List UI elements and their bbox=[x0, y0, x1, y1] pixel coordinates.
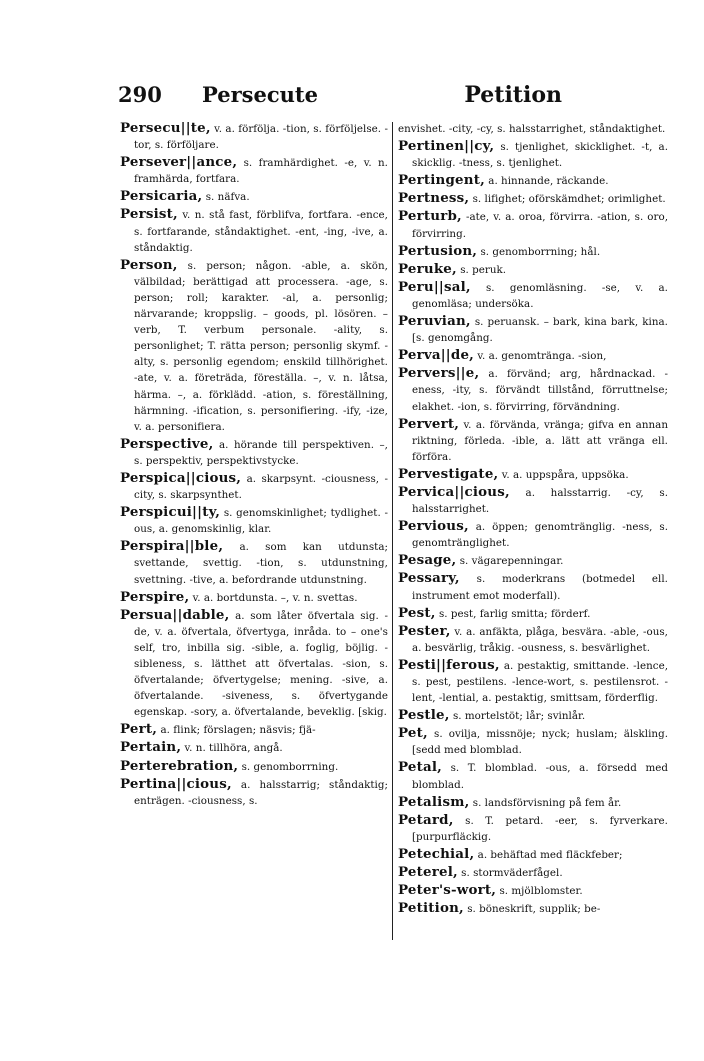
headword: Pervers||e, bbox=[398, 365, 480, 382]
headword: Persua||dable, bbox=[120, 606, 230, 623]
definition: s. ovilja, missnöje; nyck; huslam; älskling. [sedd med blomblad. bbox=[412, 728, 668, 757]
definition: a. skarpsynt. -ciousness, -city, s. skarpsynthet. bbox=[134, 472, 388, 502]
headword: Perspica||cious, bbox=[120, 469, 242, 486]
dictionary-entry bbox=[120, 436, 388, 469]
definition: s. person; någon. -able, a. skön, välbildad; berättigad att processera. -age, s. person; roll; karakter. -al, a. personlig; närvarande; kroppslig. – goods, pl. lösören. – verb, T. verbum personale. -ality, s. personlighet; T. rätta person; personlig skymf. -alty, s. personlig egendom; enskild tillhörighet. -ate, v. a. företräda, föreställa. –, v. n. låtsa, härma. –, a. förklädd. -ation, s. föreställning, härmning. -ification, s. personifiering. -ify, -ize, v. a. personifiera. bbox=[134, 259, 388, 433]
headword: Pervert, bbox=[398, 415, 460, 432]
dictionary-entry bbox=[398, 707, 668, 724]
definition: v. a. genomtränga. -sion, bbox=[477, 350, 607, 363]
dictionary-entry bbox=[120, 257, 388, 435]
headword: Perspire, bbox=[120, 588, 190, 605]
dictionary-entry bbox=[120, 206, 388, 255]
headword: Pertina||cious, bbox=[120, 775, 232, 792]
dictionary-entry bbox=[398, 313, 668, 346]
definition: v. a. uppspåra, uppsöka. bbox=[501, 468, 629, 481]
dictionary-entry bbox=[120, 120, 388, 153]
headword: Pest, bbox=[398, 604, 436, 621]
headword: Perspira||ble, bbox=[120, 538, 224, 555]
definition: -ate, v. a. oroa, förvirra. -ation, s. oro, förvirring. bbox=[412, 211, 668, 240]
dictionary-entry bbox=[398, 657, 668, 706]
dictionary-entry bbox=[398, 812, 668, 845]
column-divider bbox=[392, 122, 393, 940]
headword: Perspicui||ty, bbox=[120, 504, 221, 521]
headword: Persicaria, bbox=[120, 188, 203, 205]
page-number: 290 bbox=[118, 82, 162, 107]
dictionary-entry bbox=[398, 120, 668, 137]
definition: a. halsstarrig. -cy, s. halsstarrighet. bbox=[412, 486, 669, 516]
headword: Pervious, bbox=[398, 518, 469, 535]
dictionary-entry bbox=[398, 347, 668, 364]
definition: s. mjölblomster. bbox=[499, 885, 583, 898]
definition: a. som låter öfvertala sig. -de, v. a. öfvertala, öfvertyga, inråda. to – one's self, tro, inbilla sig. -sible, a. foglig, böjlig. -sibleness, s. lätthet att öfvertalas. -sion, s. öfvertalande; öfvertygelse; mening. -sive, a. öfvertalande. -siveness, s. öfvertygande egenskap. -sory, a. öfvertalande, beveklig. [skig. bbox=[134, 609, 388, 719]
definition: s. moderkrans (botmedel ell. instrument emot moderfall). bbox=[412, 573, 668, 602]
headword: Pesti||ferous, bbox=[398, 656, 500, 673]
headword: Pesage, bbox=[398, 552, 457, 569]
definition: a. pestaktig, smittande. -lence, s. pest, pestilens. -lence-wort, s. pestilensrot. -lent, -lential, a. pestaktig, smittsam, förderflig. bbox=[412, 659, 668, 705]
guide-word-left: Persecute bbox=[202, 82, 318, 107]
dictionary-entry bbox=[398, 552, 668, 569]
dictionary-entry bbox=[398, 846, 668, 863]
guide-word-right: Petition bbox=[464, 82, 562, 108]
headword: Perva||de, bbox=[398, 347, 475, 364]
dictionary-entry bbox=[120, 721, 388, 738]
headword: Petalism, bbox=[398, 793, 470, 810]
dictionary-entry bbox=[398, 570, 668, 603]
definition: s. framhärdighet. -e, v. n. framhärda, fortfara. bbox=[134, 157, 388, 186]
definition: a. förvänd; arg, hårdnackad. -eness, -ity, s. förvändt tillstånd, förruttnelse; elakhet. -ion, s. förvirring, förvändning. bbox=[412, 368, 668, 413]
dictionary-entry bbox=[398, 882, 668, 899]
dictionary-entry bbox=[398, 208, 668, 241]
dictionary-entry bbox=[398, 279, 668, 312]
headword: Petard, bbox=[398, 811, 454, 828]
running-header bbox=[118, 82, 562, 112]
dictionary-entry bbox=[398, 864, 668, 881]
headword: Pertusion, bbox=[398, 242, 478, 259]
definition: v. a. bortdunsta. –, v. n. svettas. bbox=[192, 591, 358, 604]
headword: Persist, bbox=[120, 206, 178, 223]
definition: s. pest, farlig smitta; förderf. bbox=[438, 607, 591, 620]
dictionary-entry bbox=[398, 190, 668, 207]
headword: Pertness, bbox=[398, 190, 470, 207]
headword: Perturb, bbox=[398, 208, 462, 225]
headword: Peruvian, bbox=[398, 313, 471, 330]
definition: s. vägarepenningar. bbox=[459, 555, 564, 568]
dictionary-entry bbox=[120, 538, 388, 587]
definition: v. n. tillhöra, angå. bbox=[184, 742, 283, 755]
definition: s. genomläsning. -se, v. a. genomläsa; undersöka. bbox=[412, 281, 668, 310]
headword: Perterebration, bbox=[120, 757, 239, 774]
definition: s. genomskinlighet; tydlighet. -ous, a. genomskinlig, klar. bbox=[134, 507, 388, 536]
dictionary-entry bbox=[120, 504, 388, 537]
definition: v. a. förfölja. -tion, s. förföljelse. -tor, s. förföljare. bbox=[134, 123, 388, 152]
dictionary-entry bbox=[120, 188, 388, 205]
headword: Persever||ance, bbox=[120, 154, 238, 171]
headword: Peterel, bbox=[398, 864, 458, 881]
headword: Pervestigate, bbox=[398, 465, 499, 482]
definition: s. landsförvisning på fem år. bbox=[472, 796, 622, 809]
dictionary-entry bbox=[120, 758, 388, 775]
dictionary-entry bbox=[120, 776, 388, 809]
definition: a. flink; förslagen; näsvis; fjä- bbox=[160, 724, 316, 737]
dictionary-entry bbox=[398, 365, 668, 414]
headword: Pertingent, bbox=[398, 172, 485, 189]
definition: v. n. stå fast, förblifva, fortfara. -ence, s. fortfarande, ståndaktighet. -ent, -ing, -ive, a. ståndaktig. bbox=[134, 209, 388, 254]
definition: s. böneskrift, supplik; be- bbox=[467, 903, 601, 916]
headword: Pester, bbox=[398, 622, 451, 639]
definition: s. T. blomblad. -ous, a. försedd med blomblad. bbox=[412, 762, 668, 791]
headword: Pertain, bbox=[120, 739, 182, 756]
definition: envishet. -city, -cy, s. halsstarrighet, ståndaktighet. bbox=[398, 123, 666, 135]
definition: s. näfva. bbox=[205, 191, 250, 204]
definition: a. halsstarrig; ståndaktig; enträgen. -ciousness, s. bbox=[134, 778, 389, 807]
dictionary-entry bbox=[398, 725, 668, 758]
dictionary-entry bbox=[398, 416, 668, 465]
dictionary-entry bbox=[398, 261, 668, 278]
definition: s. stormväderfågel. bbox=[461, 867, 563, 880]
headword: Pertinen||cy, bbox=[398, 138, 495, 155]
dictionary-entry bbox=[120, 607, 388, 721]
dictionary-entry bbox=[398, 623, 668, 656]
headword: Pert, bbox=[120, 721, 158, 738]
definition: a. behäftad med fläckfeber; bbox=[477, 848, 623, 861]
dictionary-entry bbox=[120, 739, 388, 756]
dictionary-entry bbox=[398, 605, 668, 622]
dictionary-entry bbox=[398, 794, 668, 811]
dictionary-entry bbox=[120, 470, 388, 503]
definition: s. genomborrning. bbox=[241, 760, 339, 773]
headword: Peter's-wort, bbox=[398, 882, 497, 899]
left-column bbox=[120, 120, 388, 810]
headword: Petition, bbox=[398, 900, 464, 917]
dictionary-entry bbox=[398, 484, 668, 517]
headword: Pestle, bbox=[398, 707, 450, 724]
definition: s. mortelstöt; lår; svinlår. bbox=[452, 710, 586, 723]
headword: Pessary, bbox=[398, 570, 460, 587]
definition: s. T. petard. -eer, s. fyrverkare. [purpurfläckig. bbox=[412, 814, 668, 843]
definition: v. a. anfäkta, plåga, besvära. -able, -ous, a. besvärlig, tråkig. -ousness, s. besvärlighet. bbox=[412, 625, 668, 654]
definition: a. som kan utdunsta; svettande, svettig. -tion, s. utdunstning, svettning. -tive, a. befordrande utdunstning. bbox=[134, 541, 388, 586]
headword: Peru||sal, bbox=[398, 278, 471, 295]
dictionary-entry bbox=[120, 589, 388, 606]
definition: s. tjenlighet, skicklighet. -t, a. skicklig. -tness, s. tjenlighet. bbox=[412, 141, 668, 170]
headword: Pet, bbox=[398, 725, 428, 742]
definition: a. hinnande, räckande. bbox=[488, 175, 609, 188]
headword: Perspective, bbox=[120, 435, 214, 452]
definition: s. peruk. bbox=[460, 263, 507, 276]
dictionary-entry bbox=[398, 518, 668, 551]
headword: Person, bbox=[120, 256, 178, 273]
definition: a. hörande till perspektiven. –, s. perspektiv, perspektivstycke. bbox=[134, 438, 388, 467]
definition: a. öppen; genomtränglig. -ness, s. genomtränglighet. bbox=[412, 521, 668, 550]
dictionary-entry bbox=[398, 243, 668, 260]
headword: Pervica||cious, bbox=[398, 483, 510, 500]
dictionary-entry bbox=[398, 172, 668, 189]
dictionary-entry bbox=[120, 154, 388, 187]
headword: Persecu||te, bbox=[120, 120, 211, 136]
dictionary-entry bbox=[398, 900, 668, 917]
right-column bbox=[398, 120, 668, 918]
dictionary-entry bbox=[398, 138, 668, 171]
definition: s. lifighet; oförskämdhet; orimlighet. bbox=[472, 193, 666, 206]
definition: s. genomborrning; hål. bbox=[480, 245, 601, 258]
definition: v. a. förvända, vränga; gifva en annan riktning, förleda. -ible, a. lätt att vränga ell. förföra. bbox=[412, 418, 668, 463]
dictionary-entry bbox=[398, 759, 668, 792]
dictionary-entry bbox=[398, 466, 668, 483]
definition: s. peruansk. – bark, kina bark, kina. [s. genomgång. bbox=[412, 316, 668, 345]
headword: Petal, bbox=[398, 759, 443, 776]
headword: Petechial, bbox=[398, 845, 475, 862]
headword: Peruke, bbox=[398, 260, 457, 277]
